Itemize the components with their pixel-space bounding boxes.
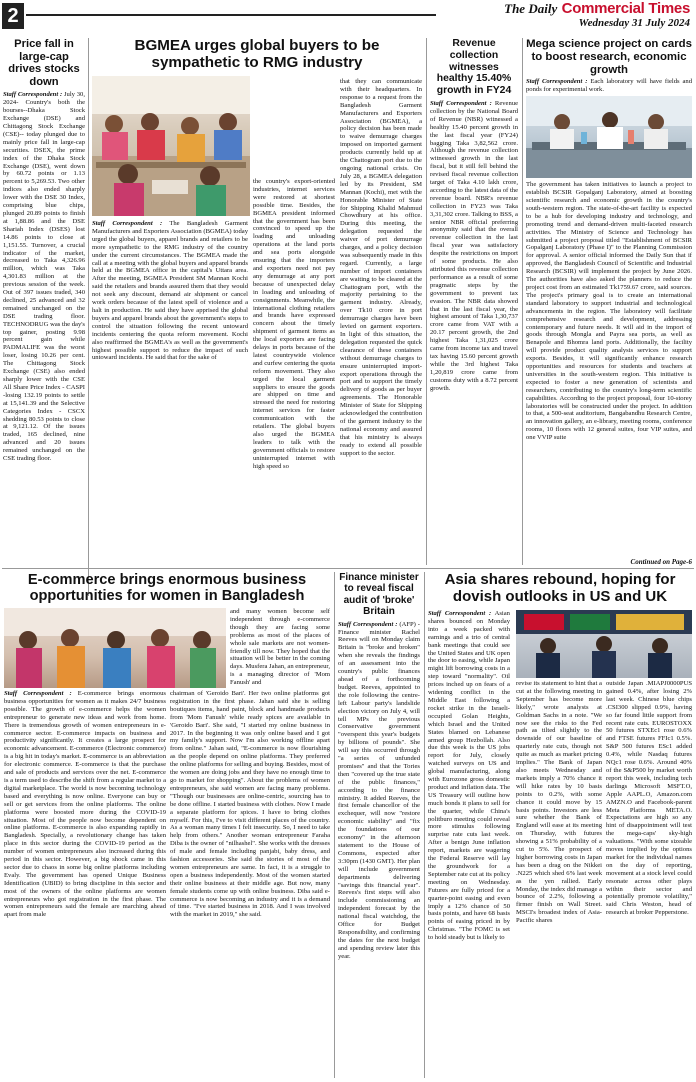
garment-workers-photo: [92, 76, 250, 216]
laboratory-photo: [526, 96, 692, 178]
asia-col3-text: outside Japan .MIAPJ0000PUS gained 0.4%, after losing 2% last week. Chinese blue chips .CSI300 slipped 0.9%, having so far found little support from recent rate cuts. EUROSTOXX 50 futures STXEc1 rose 0.6% and FTSE futures FFIc1 0.5%. S&P 500 futures ESc1 added 0.4%, while Nasdaq futures NQc1 rose 0.6%. Around 40% of the S&P500 by market worth report this week, including tech darlings Microsoft MSFT.O, Apple AAPL.O, Amazon.com AMZN.O and Facebook-parent Meta Platforms META.O. Expectations are high so any hint of disappointment will test the mega-caps' sky-high valuations. "With some sizeable moves implied by the options market for the individual names on the day of reporting, movement at a stock level could resonate across other plays within their sector and potentially promote volatility," said Chris Weston, head of research at broker Pepperstone.: [606, 680, 692, 917]
finance-minister-byline: Staff Correspondent :: [338, 620, 398, 628]
asia-shares-column-2: [516, 680, 602, 1078]
price-fall-body: July 30, 2024- Country's both the bourses--Dhaka Stock Exchange (DSE) and Chittagong Stock Exchange (CSE)-- today plunged due to mainly price fall in large-cap securities. DSEX, the prime index of the Dhaka Stock Exchange (DSE), went down by 60.72 points or 1.13 percent to 5,269.53. Two other indices also ended sharply lower with the DSE 30 Index, comprising blue chips, plunged 20.89 points to finish at 1,88.86 and the DSE Shariah Index (DSES) lost 14.86 points to close at 1,151.55. Turnover, a crucial indicator of the market, decreased to Taka 4,326.96 million, which was Taka 4,301.83 million at the previous session of the week. Out of 397 issues traded, 340 declined, 25 advanced and 32 remained unchanged on the DSE trading floor. TECHNODRUG was the day's top gainer, posting 9.98 percent gain while PADMALIFE was the worst loser, losing 10.26 per cent. The Chittagong Stock Exchange (CSE) also ended sharply lower with the CSE All Share Price Index - CASPI -losing 132.19 points to settle at 15,141.39 and the Selective Categories Index - CSCX shedding 80.53 points to close at 9,121.12. Of the issues traded, 165 declined, nine advanced and 20 issues remained unchanged on the CSE trading floor.: [3, 91, 85, 463]
bgmea-column-3: [340, 78, 422, 565]
bgmea-col3-text: that they can communicate with their headquarters. In response to a request from the Bangladesh Garment Manufacturers and Exporters Association (BGMEA), a policy decision has been made to waive demurrage charges imposed on imported garment products currently held up at the Chattogram port due to the ongoing national crisis. On July 28, a BGMEA delegation led by its President, SM Mannan (Kochi), met with the Honorable Minister of State for Shipping Khalid Mahmud Chowdhury at his office. During this meeting, the delegation requested the waiver of port demurrage charges, and a policy decision was subsequently made in this regard. Currently, a large number of import containers are waiting to be cleared at the Chattogram port, with the majority pertaining to the garment industry. Already, over Tk10 crore in port demurrage charges have been levied on garment exporters. In light of this situation, the delegation requested the quick clearance of these containers without demurrage charges to ensure uninterrupted import-export operations through the port and to support the timely delivery of goods as per buyer agreements. The Honorable Minister of State for Shipping acknowledged the contribution of the garment industry to the national economy and assured that his ministry is always ready to extend all possible support to the sector.: [340, 78, 422, 457]
brand-commercial-times: Commercial Times: [561, 0, 690, 17]
science-byline: Staff Correspondent :: [526, 78, 588, 86]
revenue-headline: Revenue collection witnesses healthy 15.40% growth in FY24: [436, 38, 512, 97]
column-divider: [88, 38, 89, 596]
column-divider: [334, 572, 335, 1078]
bgmea-col2-text: the country's export-oriented industries, internet services were restored at shortest possible time. Besides, the BGMEA president informed that the government has been convinced to speed up the loading and unloading operations at the land ports and sea ports alongside ensuring that the importers and exporters need not pay any demurrage at any port because of unexpected delay in loading and unloading of consignments. Meanwhile, the international clothing retailers and brands have expressed concern about the timely shipment of garment items as the local exporters are facing delays in ports because of the latest countrywide violence and curfew centering the quota reform movement. They also urged the local garment suppliers to ensure the goods are shipped on time and stressed the need for restoring internet services for faster communication with the retailers. The global buyers also urged the BGMEA leaders to talk with the government officials to restore uninterrupted internet with high speed so: [253, 178, 335, 470]
asia-shares-column-1: [428, 610, 510, 1078]
revenue-byline: Staff Correspondent :: [430, 99, 492, 107]
garment-workers-illustration: [92, 76, 250, 216]
ecommerce-col1-text: E-commerce brings enormous business opportunities for women as it makes 24/7 business possible. The growth of e-commerce helps the women entrepreneur to generate new ideas and work from home. There is tremendous growth of women entrepreneurs in e-commerce sector. E-commerce impacts on business and productivity significantly. It creates a large prospect for economic advancement. E-commerce (Electronic commerce) is a big hit in today's market. E-commerce is an abbreviation for electronic commerce. E-commerce is that the purchase and sale of products and services over the net. E-commerce is a term used to describe the shift from a regular market to a digital marketplace. The world is now becoming technology based and everything is now online. Everyone can buy or sell or get services from the online platforms. The online platforms were boosted more during the COVID-19 situation. Most of the people now become dependent on online platforms. E-commerce is also expanding rapidly in Bangladesh. Specially, a revolutionary change has taken place in this sector during the COVID-19 period as the number of women entrepreneurs also increased during this period in this sector. However, a big shock came in this sector due to chaos in some big online platforms including Evaly. The government has opened Unique Business Identification (UBID) to bring discipline in this sector and most of the owners of the online platforms are women entrepreneurs who got registration in the first phase. The women entrepreneurs said the female are marching ahead apart from male: [4, 690, 166, 919]
science-continued: Continued on Page-6: [628, 558, 692, 566]
bgmea-column-2: [253, 178, 335, 565]
revenue-article: [430, 38, 518, 565]
asia-shares-headline: Asia shares rebound, hoping for dovish outlooks in US and UK: [444, 571, 676, 605]
column-divider: [424, 572, 425, 1078]
asia-shares-column-3: [606, 680, 692, 1078]
finance-minister-headline: Finance minister to reveal fiscal audit of 'broke' Britain: [339, 572, 419, 618]
science-lead: Each laboratory will have fields and ponds for experimental work.: [526, 78, 692, 94]
asia-col2-text: revise its statement to hint that a cut at the following meeting in September has become more likely," wrote analysts at Goldman Sachs in a note. "We now see the risks to the Fed path as tilted slightly to the downside of our baseline of quarterly rate cuts, though not quite as much as market pricing implies." The Bank of Japan also meets Wednesday and markets imply a 70% chance it will hike rates by 10 basis points to 0.2%, with some chance it could move by 15 basis points. Investors are less sure whether the Bank of England will ease at its meeting on Thursday, with futures showing a 51% probability of a cut to 5%. The prospect of higher borrowing costs in Japan has been a drag on the Nikkei .N225 which shed 6% last week as the yen rallied. Early Monday, the index did manage a bounce of 2.2%, following a firmer finish on Wall Street. MSCI's broadest index of Asia-Pacific shares: [516, 680, 602, 925]
ecommerce-top-right: [230, 608, 330, 688]
section-divider: [2, 568, 694, 569]
women-entrepreneurs-illustration: [4, 608, 226, 688]
bgmea-column-1: [92, 220, 248, 565]
asia-col1-text: Asian shares bounced on Monday into a week packed with earnings and a trio of central bank meetings that could see the United States and UK open the door to easing, while Japan might lift borrowing costs in a step toward "normality". Oil prices inched up on fears of a widening conflict in the Middle East following a rocket strike in the Israeli-occupied Golan Heights, which Israel and the United States blamed on Lebanese armed group Hezbollah. Also due this week is the US jobs report for July, closely watched surveys on US and global manufacturing, along with Eurozone gross domestic product and inflation data. The US Treasury will outline how much bonds it plans to sell for the quarter, while China's politburo meeting could reveal more stimulus following surprise rate cuts last week. After a benign June inflation report, markets are wagering the Federal Reserve will lay the groundwork for a September rate cut at its policy meeting on Wednesday. Futures are fully priced for a quarter-point easing and even imply a 12% chance of 50 basis points, and have 68 basis points of easing priced in by Christmas. "The FOMC is set to hold steady but is likely to: [428, 610, 510, 942]
price-fall-headline: Price fall in large-cap drives stocks down: [8, 38, 80, 88]
masthead: [0, 0, 696, 34]
column-divider: [522, 38, 523, 565]
price-fall-byline: Staff Correspondent :: [3, 91, 63, 99]
ecommerce-top-right-text: and many women become self independent through e-commerce though they are facing some problems as most of the places of whole sale markets are not women-friendly till now. They hoped that the situation will be better in the coming days. Musfera Jahan, an entrepreneur, is a managing director of 'Mom Fanush' and: [230, 608, 330, 687]
laboratory-illustration: [526, 96, 692, 178]
issue-date: Wednesday 31 July 2024: [578, 17, 690, 29]
bgmea-col1-text: The Bangladesh Garment Manufacturers and Exporters Association (BGMEA) today urged the global buyers, apparel brands and retailers to be more sympathetic to the RMG industry of the country under the current circumstances. The BGMEA made the call at a meeting with the global buyers and apparel brands held at the BGMEA office in the capital's Uttara area. After the meeting, BGMEA President SM Mannan Kochi said the retailers and brands assured them that they would not seek any discount, demand air shipment or cancel work orders because of the latest spell of violence and a halt in production. He said they have apprised the global buyers and apparel brands about the government's steps to control the situation following the recent untoward incidents centering the quota reform movement. Kochi also reaffirmed the BGMEA's as well as the government's highest possible support to reduce the impact of such untoward incidents. He said that for the sake of: [92, 220, 248, 362]
science-article: [526, 38, 692, 560]
top-rule: [26, 14, 436, 16]
women-entrepreneurs-photo: [4, 608, 226, 688]
ecommerce-headline: E-commerce brings enormous business opportunities for women in Bangladesh: [27, 572, 307, 605]
asia-shares-byline: Staff Correspondent :: [428, 610, 492, 617]
ecommerce-column-1: [4, 690, 166, 1078]
finance-minister-article: [338, 572, 420, 1078]
revenue-body: Revenue collection by the National Board of Revenue (NBR) witnessed a healthy 15.40 percent growth in the last fiscal year (FY24) bagging Taka 3,82,562 crore. Although the revenue collection witnessed growth in the last fiscal, but it still fell behind the revised fiscal revenue collection target of Taka 4.10 lakh crore, according to the latest data of the revenue board. NBR's revenue collection in FY23 was Taka 3,31,302 crore. Talking to BSS, a senior NBR official preferring anonymity said that the overall revenue collection in the last fiscal year was satisfactory despite the restrictions on import of some products. He also attributed this revenue collection performance as a result of some pragmatic steps by the government to prevent tax evasion. The NBR data showed that in the last fiscal year, the highest amount of Taka 1,30,737 crore came from VAT with a 20.17 percent growth, the 2nd highest Taka 1,31,025 crore came from income tax and travel tax having 15.60 percent growth while the 3rd highest Taka 1,20,819 crore came from customs duty with a 8.72 percent growth.: [430, 99, 518, 392]
ecommerce-column-2: [170, 690, 330, 1078]
ecommerce-col2-text: chairman of 'Geroido Bari'. Her two online platforms got registration in the first phase. Jahan said she is selling boutiques items, hand paint, block and handmade products from 'Mom Fanush' while ready spices are available in 'Geroido Bari'. She said, "I started my online business in 2017. In the beginning it was only online based and I got my family's support. Now I'm also working offline apart from online." Jahan said, "E-commerce is now flourishing as the people depend on online platforms. They preferred the online platforms for selling and buying. Besides, most of the women are doing jobs and they have no enough time to go to market for shopping". About the problems of women entrepreneurs, she said women are facing many problems. "Though our businesses are online-centric, sourcing has to be done offline. I started business with clothes. Now I made a separate platform for spices. I have to bring clothes myself. For this, I've to visit different places of the country. As a woman many times I felt insecurity. So, I need to take help from others." Another woman entrepreneur Faraha Diba is the owner of "nilhashel". She works with the dresses of male and female including panjabi, baby dress, and fashion accessories. She said the stories of most of the women entrepreneurs are same. In fact, it is a struggle to open a business independently. Most of the women started their online business at their middle age. But now, many female students come up with online business. Diba said e-commerce is now becoming an industry and it is a demand of time. "I've started business in 2018. And I was involved with the market in 2019," she said.: [170, 690, 330, 919]
newspaper-brand: [504, 0, 690, 29]
price-fall-article: [3, 38, 85, 598]
brand-the-daily: The Daily: [504, 1, 558, 16]
stock-market-illustration: [516, 610, 692, 678]
stock-market-photo: [516, 610, 692, 678]
finance-minister-body: (AFP) - Finance minister Rachel Reeves will on Monday claim Britain is "broke and broken" when she reveals the findings of an assessment into the country's public finances ahead of a forthcoming budget. Reeves, appointed to the role following the centre-left Labour party's landslide election victory on July 4, will tell MPs the previous Conservative government "overspent this year's budgets by billions of pounds". She will say this occurred through "a series of unfunded promises" and that the Tories then "covered up the true state of the public finances," according to the finance ministry. It added Reeves, the first female chancellor of the exchequer, will now "restore economic stability" and "fix the foundations of our economy" in the afternoon statement to the House of Commons, expected after 3:30pm (1430 GMT). Her plan will include government departments delivering "savings this financial year". Reeves's first steps will also include commissioning an independent forecast by the national fiscal watchdog, the Office for Budget Responsibility, and confirming the dates for the next budget and spending review later this year.: [338, 620, 420, 960]
column-divider: [426, 38, 427, 565]
ecommerce-byline: Staff Correspondent :: [4, 690, 72, 697]
page-number: 2: [2, 3, 24, 29]
bgmea-headline: BGMEA urges global buyers to be sympathetic to RMG industry: [134, 37, 380, 71]
bgmea-byline: Staff Correspondent :: [92, 220, 163, 227]
science-headline: Mega science project on cards to boost research, economic growth: [526, 38, 692, 76]
science-body: The government has taken initiatives to launch a project to establish BCSIR Gopalganj Laboratory, aimed at boosting scientific research and economic growth in the country's south-western region. The state-of-the-art facility is expected to be a hub for developing industry and technology, and promoting trend and demand-driven multi-faceted research activities. The Ministry of Science and Technology has submitted a project proposal titled "Establishment of BCSIR Gopalganj Laboratory (Phase I)" to the Planning Commission for approval. A senior official informed the Daily Sun that if approved, the Bangladesh Council of Scientific and Industrial Research (BCSIR) will implement the project by June 2026. The authorities have also asked the planners to reduce the project cost from an estimated Tk1759.67 crore, said sources. The project's primary goal is to create an international standard laboratory to support industrial and technological advancements in the region. The laboratory will facilitate comprehensive research and development, addressing contemporary and future needs. It will aid in the import of goods through Mongla and Payra sea ports, as well as Benapole and Bhomra land ports. Additionally, the facility will provide product quality analysis services to support exports. Besides, it will significantly enhance research opportunities and resources for students and teachers at universities in the south-western region. This initiative is expected to foster a new generation of scientists and researchers, contributing to the country's long-term scientific capabilities. According to the project proposal, four 10-storey laboratories will be constructed under the project. In addition to that, a 500-seat auditorium, Bangabandhu Research Centre, an innovation gallery, an e-library, meeting rooms, conference rooms, 10 floors with 12 general suites, four VIP suites, and one VVIP suite: [526, 181, 692, 442]
